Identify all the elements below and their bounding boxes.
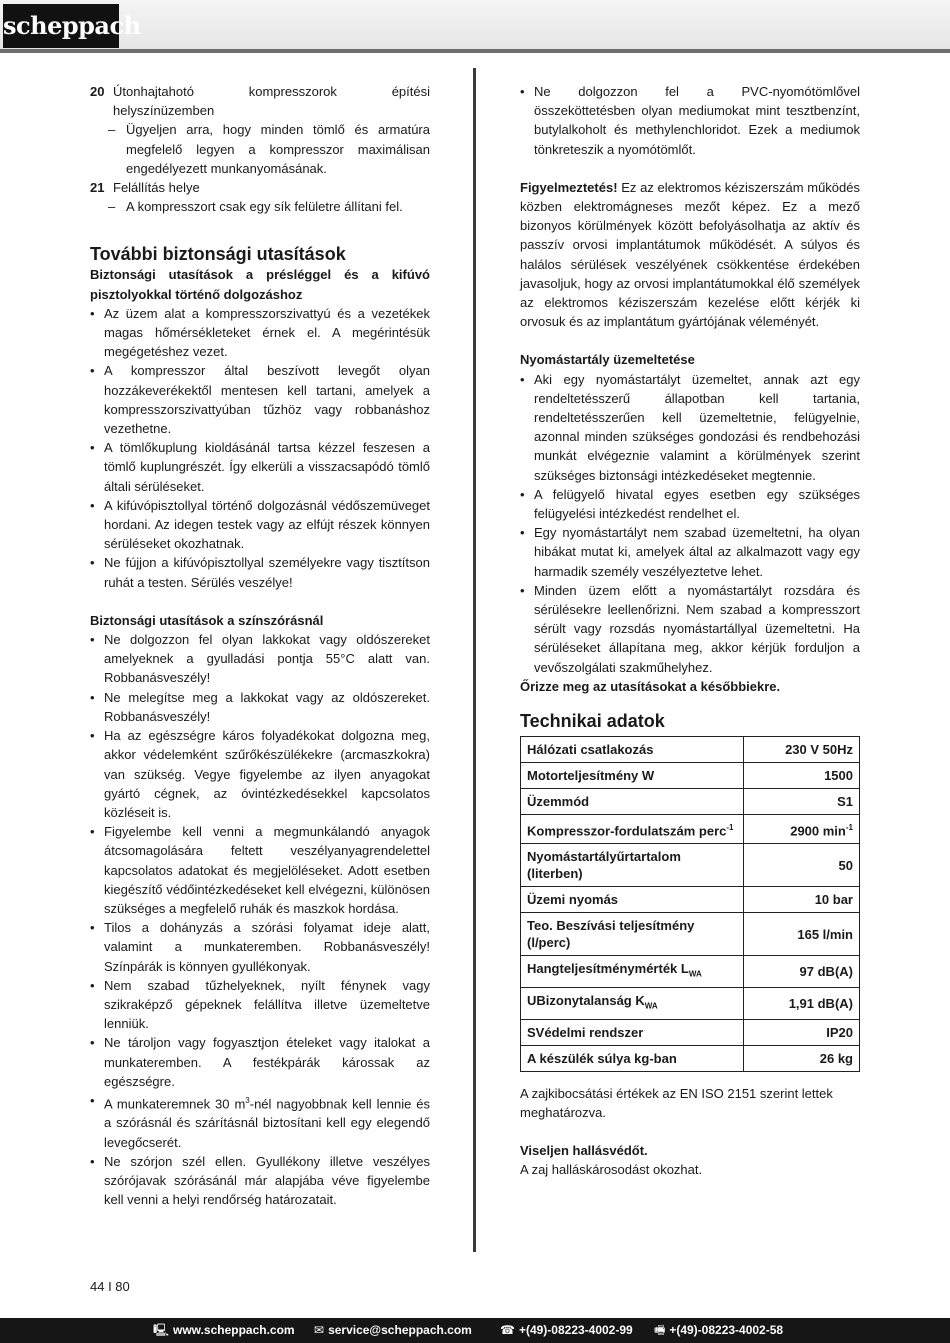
list-item: • Ne tároljon vagy fogyasztjon ételeket vagy italokat a munkateremben. A festékpárák károssak az egészségre. xyxy=(90,1035,430,1089)
left-column xyxy=(90,82,430,1210)
numbered-item-20: 20 Útonhajtahotó kompresszorok építési helyszínüzemben xyxy=(90,84,430,119)
scheppach-logo: scheppach xyxy=(3,4,119,48)
list-item: • Ne melegítse meg a lakkokat vagy az oldószereket. Robbanásveszély! xyxy=(90,689,430,724)
warning-paragraph: Figyelmeztetés! Ez az elektromos kéziszerszám működés közben elektromágneses mezőt képez. Ez a mező bizonyos körülmények között befolyásolhatja az aktív és passzív orvosi implantátumok működését. A súlyos és halálos sérülések veszélyének csökkentése érdekében javasoljuk, hogy az orvosi implantátumokkal élő személyek az elektromos kéziszerszám kezelése előtt kérjék ki orvosuk és az implantátum gyártójának véleményét. xyxy=(520,179,860,330)
table-row: Nyomástartályűrtartalom (literben) 50 xyxy=(521,844,860,887)
column-divider xyxy=(473,68,476,1252)
table-row: Teo. Beszívási teljesítmény (l/perc) 165 l/min xyxy=(521,913,860,956)
dash-item: – Ügyeljen arra, hogy minden tömlő és armatúra megfelelő legyen a kompresszor maximálisan engedélyezett munkanyomásának. xyxy=(108,122,430,176)
page-number: 44 I 80 xyxy=(90,1279,130,1294)
table-row: Hangteljesítménymérték $L_{WA}$ 97 dB(A) xyxy=(521,956,860,988)
list-item: • Ne szórjon szél ellen. Gyullékony illetve veszélyes szórójavak szórásánál már alapjába véve figyelembe kell venni a helyi rendőrség határozatait. xyxy=(90,1153,430,1208)
list-item: • Ne fújjon a kifúvópisztollyal személyekre vagy tisztítson ruhát a testen. Sérülés veszélye! xyxy=(90,555,430,590)
list-item: • Minden üzem előtt a nyomástartályt rozsdára és sérülésekre leellenőrizni. Nem szabad a kompresszort sérült vagy rozsdás nyomástartállyal üzemeltetni. Ha sérüléseket állapítana meg, akkor kérjük forduljon a vevőszolgálati szakműhelyhez. xyxy=(520,582,860,675)
hearing-protection-title: Viseljen hallásvédőt. xyxy=(520,1143,648,1159)
footer-web[interactable]: 🖳 www.scheppach.com xyxy=(153,1323,295,1337)
computer-icon: 🖳 xyxy=(153,1323,170,1337)
subheading-pressure-vessel: Nyomástartály üzemeltetése xyxy=(520,352,695,368)
list-item: • Ne dolgozzon fel olyan lakkokat vagy oldószereket amelyeknek a gyulladási pontja 55°C alatt van. Robbanásveszély! xyxy=(90,632,430,686)
list-item: • Aki egy nyomástartályt üzemeltet, annak azt egy rendeltetésszerű állapotban kell tartania, rendeltetésszerűen kell üzemeltetnie, felügyelnie, azonnal minden szükséges gondozási és rendbehozási munkát elvégeznie valamint a körülmények szerint szükséges biztonsági intézkedéseket megtennie. xyxy=(520,371,860,483)
list-item: • Tilos a dohányzás a szórási folyamat ideje alatt, valamint a munkateremben. Robbanásveszély! Színpárák is könnyen gyullékonyak. xyxy=(90,920,430,974)
table-row: UBizonytalanság $K_{WA}$ 1,91 dB(A) xyxy=(521,988,860,1020)
header-divider xyxy=(0,49,950,53)
table-row: Kompresszor-fordulatszám perc$^{-1}$ 2900 $\min^{-1}$ xyxy=(521,815,860,844)
table-row: Hálózati csatlakozás 230 V 50Hz xyxy=(521,737,860,763)
list-item: • Ne dolgozzon fel a PVC-nyomótömlővel összeköttetésben olyan mediumokat mint tesztbenzínt, butylalkoholt és methylenchloridot. Ezek a mediumok tönkreteszik a nyomótömlőt. xyxy=(520,84,860,157)
list-item: • Az üzem alat a kompresszorszivattyú és a vezetékek magas hőmérsékleteket érnek el. A megérintésük megégetéshez vezet. xyxy=(90,305,430,360)
warning-label: Figyelmeztetés! xyxy=(520,179,618,195)
subheading-spraying: Biztonsági utasítások a színszórásnál xyxy=(90,612,324,628)
dash-item: – A kompresszort csak egy sík felületre állítani fel. xyxy=(108,199,403,215)
fax-icon: 🖷 xyxy=(654,1323,666,1337)
list-item: • Egy nyomástartályt nem szabad üzemeltetni, ha olyan hibákat mutat ki, amelyek által az alkalmazott vagy egy harmadik személy veszélyeztetve lehet. xyxy=(520,525,860,579)
section-heading: További biztonsági utasítások xyxy=(90,244,346,265)
page-footer xyxy=(0,1318,950,1343)
mail-icon: ✉ xyxy=(314,1323,325,1337)
list-item: • Figyelembe kell venni a megmunkálandó anyagok átcsomagolására feltett veszélyanyagrendelettel kapcsolatos adatokat és megjelöléseket. Adott esetben kiegészítő védőintézkedéseket kell elvégezni, különösen szükséges a megfelelő ruhák és maszkok hordása. xyxy=(90,824,430,916)
table-row: SVédelmi rendszer IP20 xyxy=(521,1019,860,1045)
table-row: Üzemmód S1 xyxy=(521,789,860,815)
tech-data-table xyxy=(520,736,860,1072)
tech-data-heading: Technikai adatok xyxy=(520,711,665,732)
numbered-item-21: 21 Felállítás helye xyxy=(90,180,200,196)
keep-instructions-note: Őrizze meg az utasításokat a későbbiekre. xyxy=(520,678,781,694)
list-item: • A felügyelő hivatal egyes esetben egy szükséges felügyelési intézkedést rendelhet el. xyxy=(520,486,860,522)
table-row: Motorteljesítmény W 1500 xyxy=(521,763,860,789)
list-item: • A munkateremnek 30 $m^3$-nél nagyobbnak kell lennie és a szórásnál és szárításnál biztosítani kell egy elegendő levegőcserét. xyxy=(90,1092,430,1150)
table-row: A készülék súlya kg-ban 26 kg xyxy=(521,1045,860,1071)
footer-email[interactable]: ✉ service@scheppach.com xyxy=(314,1323,472,1337)
list-item: • A kifúvópisztollyal történő dolgozásnál védőszemüveget hordani. Az idegen testek vagy az elfújt részek könnyen sérüléseket okozhatnak. xyxy=(90,497,430,552)
noise-note: A zajkibocsátási értékek az EN ISO 2151 szerint lettek meghatározva. xyxy=(520,1085,833,1120)
list-item: • Ha az egészségre káros folyadékokat dolgozna meg, akkor védelemként szűrőkészülékekre (arcmaszkokra) van szükség. Vegye figyelembe az ilyen anyagokat gyártó cégnek, az óvintézkedésekkel kapcsolatos közléseit is. xyxy=(90,728,430,820)
right-column xyxy=(520,82,860,1179)
hearing-protection-text: A zaj halláskárosodást okozhat. xyxy=(520,1162,703,1178)
footer-phone[interactable]: ☎ +(49)-08223-4002-99 xyxy=(500,1323,633,1337)
phone-icon: ☎ xyxy=(500,1323,515,1337)
footer-fax[interactable]: 🖷 +(49)-08223-4002-58 xyxy=(654,1323,784,1337)
list-item: • A kompresszor által beszívott levegőt olyan hozzákeverékektől mentesen kell tartani, amelyek a kompresszorszivattyúban tűzhöz vagy robbanáshoz vezethetne. xyxy=(90,363,430,437)
subheading-compressed-air: Biztonsági utasítások a présléggel és a kifúvó pisztolyokkal történő dolgozáshoz xyxy=(90,267,430,302)
table-row: Üzemi nyomás 10 bar xyxy=(521,887,860,913)
list-item: • Nem szabad tűzhelyeknek, nyílt fénynek vagy szikraképző gépeknek felállítva illetve üzemeltetve lenniük. xyxy=(90,977,430,1032)
page-header xyxy=(0,0,950,49)
list-item: • A tömlőkuplung kioldásánál tartsa kézzel feszesen a tömlő kuplungrészét. Így elkerüli a visszacsapódó tömlő általi sérüléseket. xyxy=(90,440,430,494)
